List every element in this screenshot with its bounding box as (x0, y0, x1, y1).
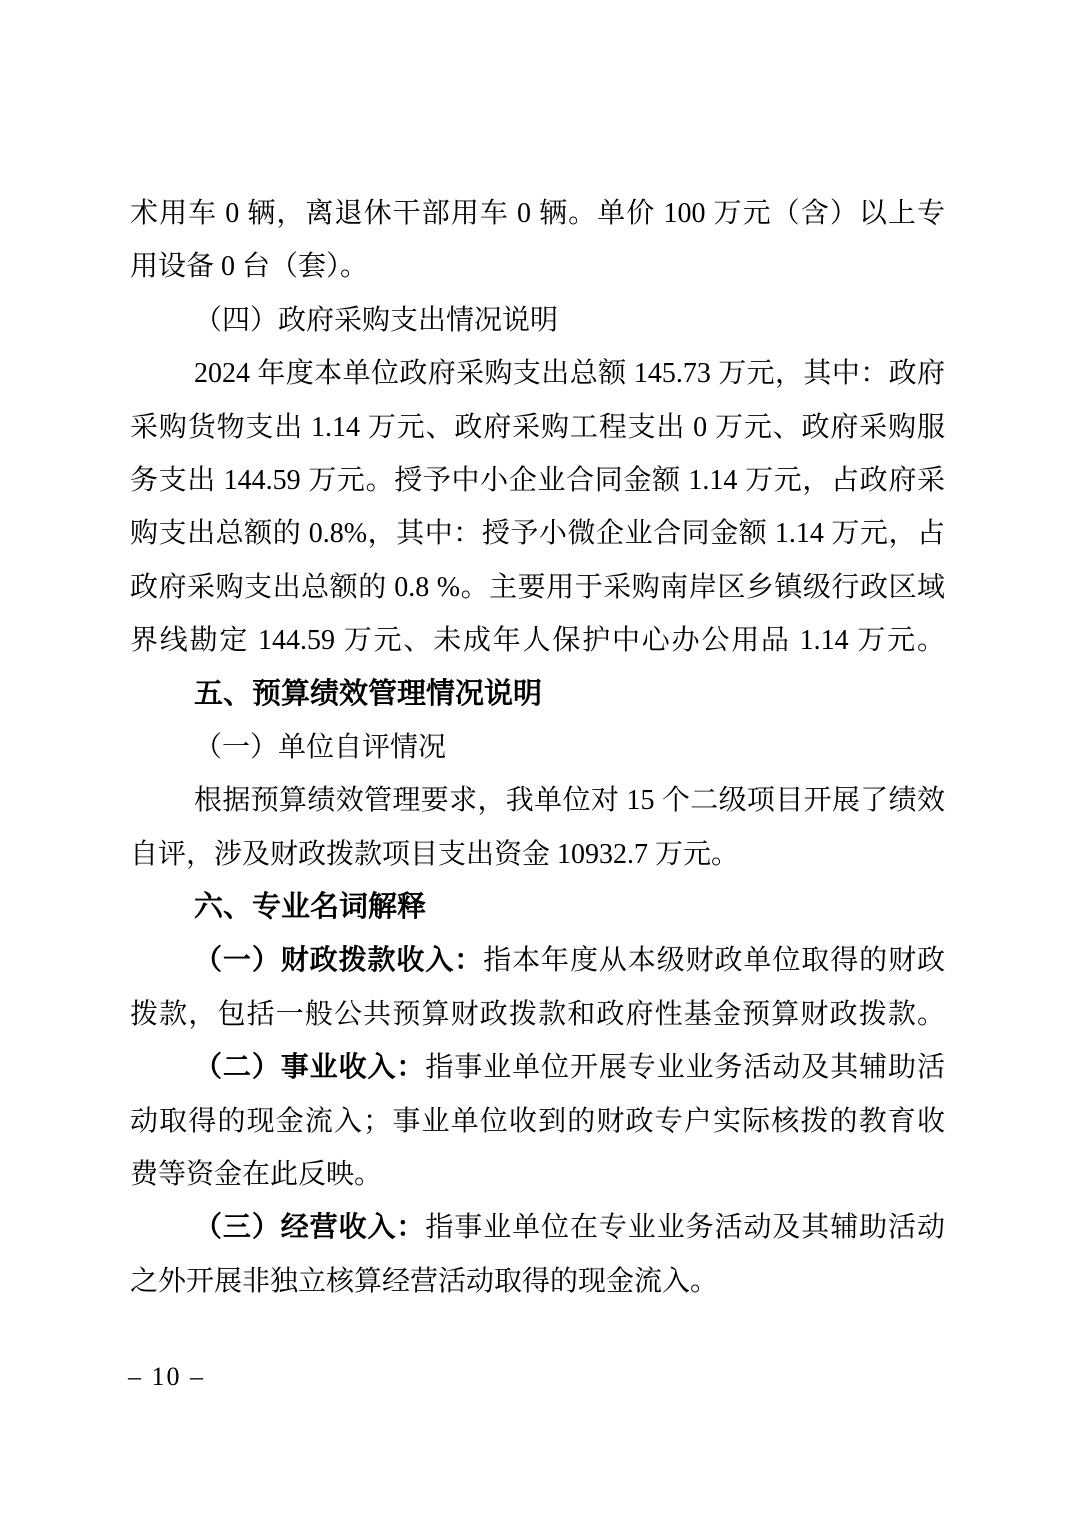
page-number: – 10 – (128, 1362, 205, 1391)
section-heading-6: 六、专业名词解释 (194, 891, 427, 924)
term-text: 指本年度从本级财政单位取得的财政 (483, 945, 945, 977)
body-line: 之外开展非独立核算经营活动取得的现金流入。 (130, 1265, 719, 1297)
body-line (130, 1201, 945, 1254)
body-line: 根据预算绩效管理要求，我单位对 15 个二级项目开展了绩效 (194, 785, 945, 817)
body-line: 术用车 0 辆，离退休干部用车 0 辆。单价 100 万元（含）以上专 (130, 198, 945, 229)
body-line: 务支出 144.59 万元。授予中小企业合同金额 1.14 万元，占政府采 (130, 464, 945, 496)
term-text: 指事业单位开展专业业务活动及其辅助活 (425, 1052, 945, 1084)
term-lead-operating: （三）经营收入： (194, 1212, 426, 1244)
body-line: 采购货物支出 1.14 万元、政府采购工程支出 0 万元、政府采购服 (130, 411, 945, 443)
body-line (130, 934, 945, 987)
section-heading-5: 五、预算绩效管理情况说明 (194, 677, 543, 710)
term-lead-fiscal: （一）财政拨款收入： (194, 945, 484, 977)
sub-heading-self-eval: （一）单位自评情况 (194, 731, 447, 763)
body-line: 政府采购支出总额的 0.8 %。主要用于采购南岸区乡镇级行政区域 (130, 571, 945, 603)
term-text: 指事业单位在专业业务活动及其辅助活动 (425, 1212, 945, 1244)
body-line: 拨款，包括一般公共预算财政拨款和政府性基金预算财政拨款。 (130, 998, 945, 1030)
body-line: 用设备 0 台（套）。 (130, 251, 369, 283)
body-line: 自评，涉及财政拨款项目支出资金 10932.7 万元。 (130, 838, 740, 870)
body-line: 2024 年度本单位政府采购支出总额 145.73 万元，其中：政府 (194, 358, 945, 390)
body-line: 界线勘定 144.59 万元、未成年人保护中心办公用品 1.14 万元。 (130, 625, 945, 657)
term-lead-business: （二）事业收入： (194, 1052, 426, 1084)
document-text-block (130, 187, 945, 1308)
sub-heading-gov-procurement: （四）政府采购支出情况说明 (194, 304, 559, 336)
body-line (130, 1041, 945, 1094)
body-line: 费等资金在此反映。 (130, 1159, 383, 1191)
body-line: 购支出总额的 0.8%，其中：授予小微企业合同金额 1.14 万元，占 (130, 518, 945, 550)
body-line: 动取得的现金流入；事业单位收到的财政专户实际核拨的教育收 (130, 1105, 945, 1137)
